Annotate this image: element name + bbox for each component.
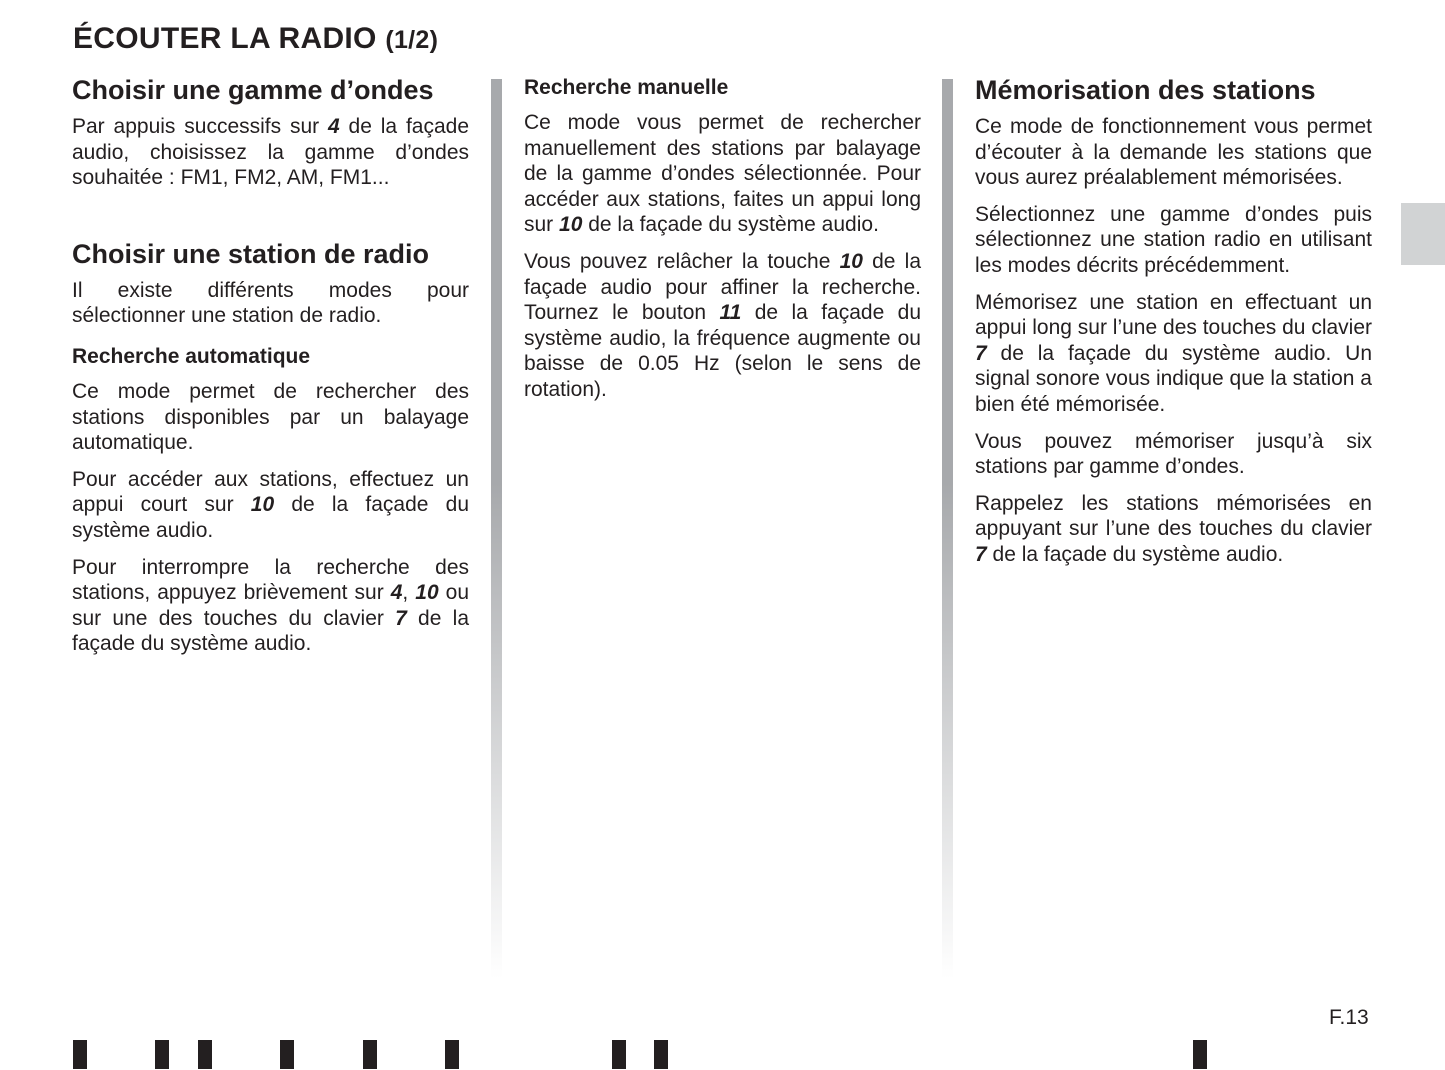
print-mark [612, 1040, 626, 1069]
control-reference-number: 7 [975, 341, 987, 365]
paragraph [72, 467, 469, 544]
text-segment: Il existe différents modes pour sélectionner une station de radio. [72, 278, 469, 328]
paragraph [524, 249, 921, 403]
page-title [73, 22, 438, 56]
column-2 [524, 74, 921, 414]
title-part: (1/2) [385, 26, 439, 54]
control-reference-number: 10 [559, 213, 583, 237]
print-mark [73, 1040, 87, 1069]
page-number: F.13 [1329, 1006, 1369, 1029]
heading-choose-station: Choisir une station de radio [72, 238, 430, 269]
column-divider [491, 79, 502, 979]
text-segment: Ce mode de fonctionnement vous permet d’écouter à la demande les stations que vous aurez préalablement mémorisées. [975, 115, 1372, 190]
text-segment: Pour accéder aux stations, effectuez un appui court sur [72, 467, 469, 517]
print-mark [445, 1040, 459, 1069]
control-reference-number: 4 [328, 115, 340, 138]
print-mark [155, 1040, 169, 1069]
print-mark [198, 1040, 212, 1069]
paragraph [72, 114, 469, 191]
heading-memorization: Mémorisation des stations [975, 75, 1316, 105]
paragraph [975, 290, 1372, 418]
text-segment: Ce mode vous permet de rechercher manuellement des stations par balayage de la gamme d’ondes sélectionnée. Pour accéder aux stations, faites un appui long sur [524, 111, 921, 237]
paragraph [975, 114, 1372, 191]
text-segment: de la façade audio pour affiner la recherche. Tournez le bouton [524, 249, 921, 325]
print-mark [363, 1040, 377, 1069]
control-reference-number: 7 [395, 606, 407, 630]
paragraph [72, 379, 469, 456]
paragraph [975, 429, 1372, 480]
control-reference-number: 7 [975, 542, 987, 566]
text-segment: de la façade audio, choisissez la gamme d’ondes souhaitée : FM1, FM2, AM, FM1... [72, 115, 469, 190]
paragraph [524, 110, 921, 238]
title-main: ÉCOUTER LA RADIO [73, 22, 377, 55]
control-reference-number: 11 [719, 301, 742, 325]
text-segment: de la façade du système audio, la fréquence augmente ou baisse de 0.05 Hz (selon le sens de rotation). [524, 301, 921, 401]
control-reference-number: 4 [390, 581, 403, 605]
column-divider [942, 79, 953, 979]
text-segment: de la façade du système audio. [72, 606, 470, 656]
print-mark [280, 1040, 294, 1069]
paragraph [975, 202, 1372, 279]
paragraph [72, 555, 469, 657]
section-thumb-tab [1401, 203, 1445, 265]
heading-choose-band: Choisir une gamme d’ondes [72, 75, 434, 105]
text-segment: de la façade du système audio. Un signal sonore vous indique que la station a bien été mémorisée. [975, 341, 1372, 416]
text-segment: Rappelez les stations mémorisées en appuyant sur l’une des touches du clavier [975, 491, 1372, 541]
paragraph [72, 278, 469, 329]
heading-auto-search: Recherche automatique [72, 344, 311, 368]
text-segment: de la façade du système audio. [582, 213, 879, 237]
paragraph [975, 491, 1372, 568]
control-reference-number: 10 [415, 581, 439, 605]
text-segment: Vous pouvez mémoriser jusqu’à six stations par gamme d’ondes. [975, 429, 1372, 479]
heading-manual-search: Recherche manuelle [524, 76, 729, 99]
text-segment: Sélectionnez une gamme d’ondes puis sélectionnez une station radio en utilisant les modes décrits précédemment. [975, 202, 1372, 277]
text-segment: Par appuis successifs sur [72, 115, 328, 138]
column-1 [72, 72, 469, 668]
text-segment: de la façade du système audio. [986, 542, 1284, 566]
text-segment: Pour interrompre la recherche des stations, appuyez brièvement sur [72, 555, 469, 605]
print-mark [654, 1040, 668, 1069]
text-segment: de la façade du système audio. [72, 493, 469, 542]
text-segment: Mémorisez une station en effectuant un appui long sur l’une des touches du clavier [975, 290, 1372, 340]
text-segment: ou sur une des touches du clavier [72, 581, 469, 630]
text-segment: Vous pouvez relâcher la touche [524, 249, 840, 273]
control-reference-number: 10 [250, 493, 275, 517]
print-mark [1193, 1040, 1207, 1069]
control-reference-number: 10 [839, 249, 863, 273]
text-segment: , [402, 581, 416, 605]
text-segment: Ce mode permet de rechercher des stations disponibles par un balayage automatique. [72, 379, 469, 455]
column-3 [975, 72, 1372, 579]
